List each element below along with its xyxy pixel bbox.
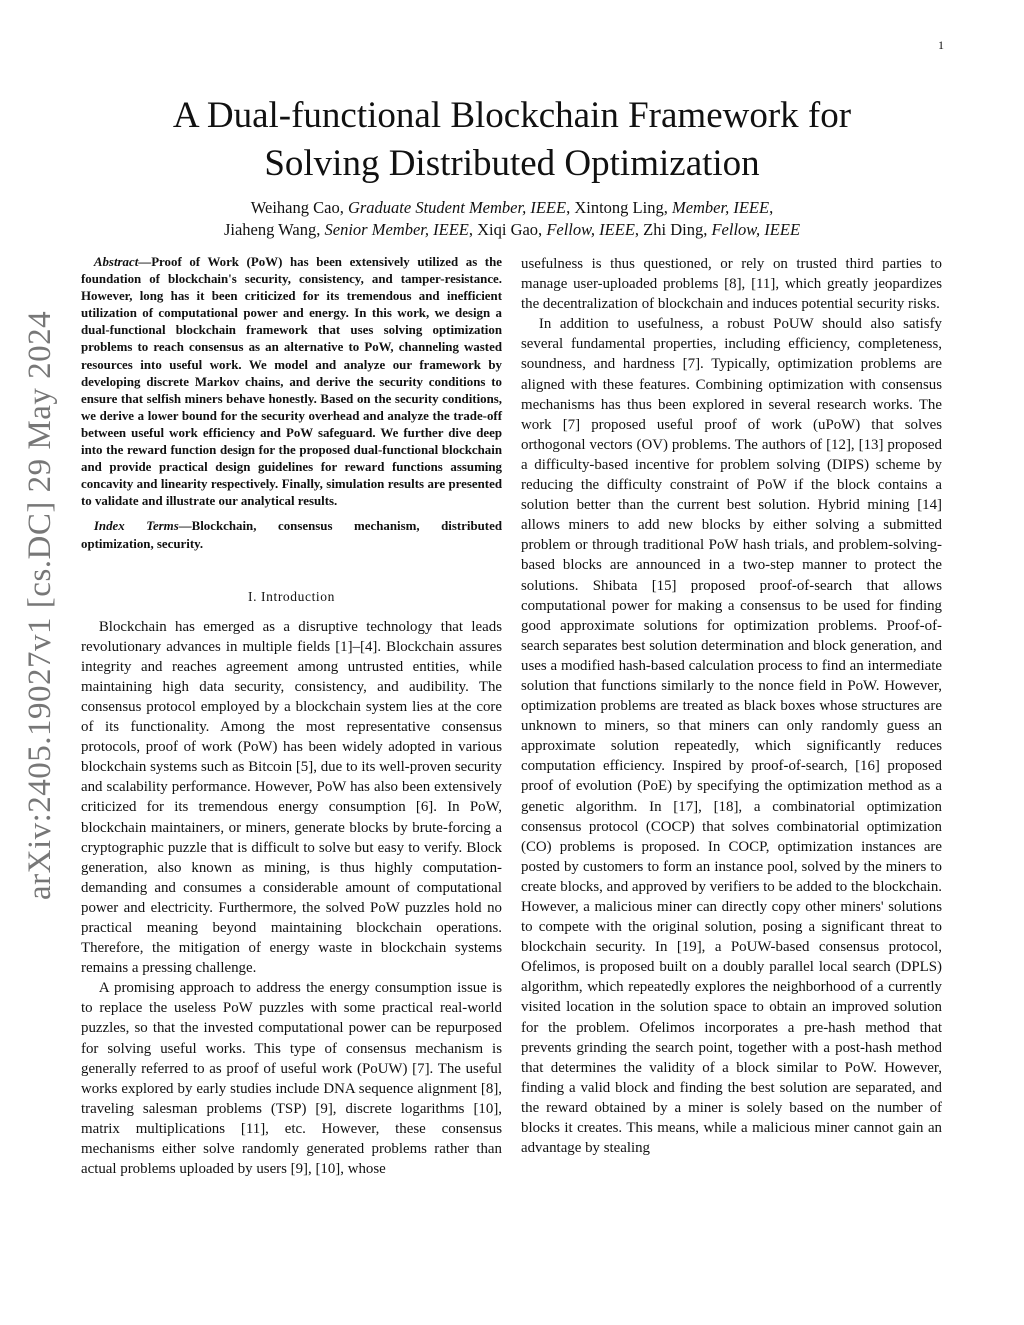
author-role: Member, IEEE xyxy=(671,198,770,217)
section-heading: I. Introduction xyxy=(248,588,335,604)
author-role: Senior Member, IEEE xyxy=(324,220,469,239)
author-role: Graduate Student Member, IEEE xyxy=(347,198,567,217)
body-paragraph: usefulness is thus questioned, or rely on trusted third parties to manage user-uploaded problems [8], [11], which greatly jeopardizes the decentralization of blockchain and induces potential security risks. xyxy=(521,256,942,313)
left-column xyxy=(81,254,502,1179)
body-paragraph: A promising approach to address the energy consumption issue is to replace the useless PoW puzzles with some practical real-world puzzles, so that the invested computational power can be repurposed for solving useful works. This type of consensus mechanism is generally referred to as proof of useful work (PoUW) [7]. The useful works explored by early studies include DNA sequence alignment [8], traveling salesman problems (TSP) [9], discrete logarithms [10], matrix multiplications [11], etc. However, these consensus mechanisms either solve randomly generated problems rather than actual problems uploaded by users [9], [10], whose xyxy=(81,980,502,1178)
title-line-1: A Dual-functional Blockchain Framework for xyxy=(172,95,852,136)
author-role: Fellow, IEEE xyxy=(711,220,801,239)
index-terms xyxy=(81,518,502,552)
author-role: Fellow, IEEE xyxy=(546,220,635,239)
author-separator: , xyxy=(769,198,774,217)
author-name: , Xintong Ling, xyxy=(566,198,672,217)
index-terms-body: —Blockchain, consensus mechanism, distributed optimization, security. xyxy=(81,519,502,551)
author-name: , Zhi Ding, xyxy=(634,220,712,239)
author-line-2 xyxy=(80,219,944,241)
author-list xyxy=(80,197,944,241)
index-terms-label: Index Terms xyxy=(93,519,179,534)
author-name: Weihang Cao, xyxy=(250,198,348,217)
author-line-1 xyxy=(80,197,944,219)
abstract-label: Abstract xyxy=(93,255,139,269)
abstract xyxy=(81,254,502,510)
right-column xyxy=(521,254,942,1158)
author-name: , Xiqi Gao, xyxy=(468,220,547,239)
body-paragraph: Blockchain has emerged as a disruptive technology that leads revolutionary advances in multiple fields [1]–[4]. Blockchain assures integrity and reaches agreement among untrusted entities, while maintaining high data security, consistency, and audibility. The consensus protocol employed by a blockchain system lies at the core of its functionality. Among the most representative consensus protocols, proof of work (PoW) has been widely adopted in various blockchain systems such as Bitcoin [5], due to its well-proven security and scalability performance. However, PoW has also been extensively criticized for its tremendous energy consumption [6]. In PoW, blockchain maintainers, or miners, generate blocks by brute-forcing a cryptographic puzzle that is difficult to solve but easy to verify. Block generation, also known as mining, is thus highly computation-demanding and consumes a considerable amount of computational power and electricity. Furthermore, the solved PoW puzzles hold no practical meaning beyond maintaining blockchain operations. Therefore, the mitigation of energy waste in blockchain systems remains a pressing challenge. xyxy=(81,618,502,977)
body-paragraph: In addition to usefulness, a robust PoUW should also satisfy several fundamental properties, including efficiency, completeness, soundness, and hardness [7]. Typically, optimization problems are aligned with these features. Combining optimization with consensus mechanisms has thus been explored in several research works. The work [7] proposed useful proof of work (uPoW) that solves orthogonal vectors (OV) problems. The authors of [12], [13] proposed a difficulty-based incentive for problem solving (DIPS) scheme by reducing the difficulty constraint of PoW if the block contains a solution better than the current best solution. Hybrid mining [14] allows miners to add new blocks by either solving a submitted problem or through traditional PoW hash trials, and problem-solving-based blocks are announced in a two-step manner to protect the solutions. Shibata [15] proposed proof-of-search that allows computational power for making a consensus to be used for finding good approximate solutions for optimization problems. Proof-of-search separates best solution determination and block generation, and uses a modified hash-based calculation process to find an intermediate solution that functions similarly to the nonce field in PoW. However, optimization problems are treated as black boxes whose structures are unknown to miners, so that miners can only randomly guess an approximate solution repeatedly, which significantly reduces computation efficiency. Inspired by proof-of-search, [16] proposed proof of evolution (PoE) by specifying the optimization method as a genetic algorithm. In [17], [18], a combinatorial optimization consensus protocol (COCP) that solves combinatorial optimization (CO) problems is proposed. In COCP, optimization instances are posted by customers to form an instance pool, solved by the miners to create blocks, and approved by verifiers to be added to the blockchain. However, a malicious miner can directly copy other miners' solutions to compete with the original solution, posing a significant threat to blockchain security. In [19], a PoUW-based consensus protocol, Ofelimos, is proposed built on a doubly parallel local search (DPLS) algorithm, which repeatedly explores the neighborhood of a currently visited location in the solution space to obtain an improved solution for the problem. Ofelimos incorporates a pre-hash method that prevents grinding the search point, together with a post-hash method that determines the validity of a block similar to PoW. However, finding a valid block and finding the best solution are separated, and the reward obtained by a miner is solely based on the number of blocks it creates. This means, while a malicious miner cannot gain an advantage by stealing xyxy=(521,316,942,1157)
title-line-2: Solving Distributed Optimization xyxy=(264,143,760,184)
paper-title xyxy=(80,92,944,188)
page-number: 1 xyxy=(938,38,944,52)
author-name: Jiaheng Wang, xyxy=(223,220,325,239)
arxiv-identifier: arXiv:2405.19027v1 [cs.DC] 29 May 2024 xyxy=(22,310,58,900)
abstract-body: —Proof of Work (PoW) has been extensively utilized as the foundation of blockchain's security, consistency, and tamper-resistance. However, long has it been criticized for its tremendous and inefficient utilization of computational power and energy. In this work, we design a dual-functional blockchain framework that uses solving optimization problems to reach consensus as an alternative to PoW, channeling wasted resources into useful work. We model and analyze our framework by developing discrete Markov chains, and derive the security conditions to ensure that selfish miners behave honestly. Based on the security conditions, we derive a lower bound for the security overhead and analyze the trade-off between useful work efficiency and PoW safeguard. We further dive deep into the reward function design for the proposed dual-functional blockchain and provide practical design guidelines for reward functions assuming concavity and linearity respectively. Finally, simulation results are presented to validate and illustrate our analytical results. xyxy=(81,255,502,509)
